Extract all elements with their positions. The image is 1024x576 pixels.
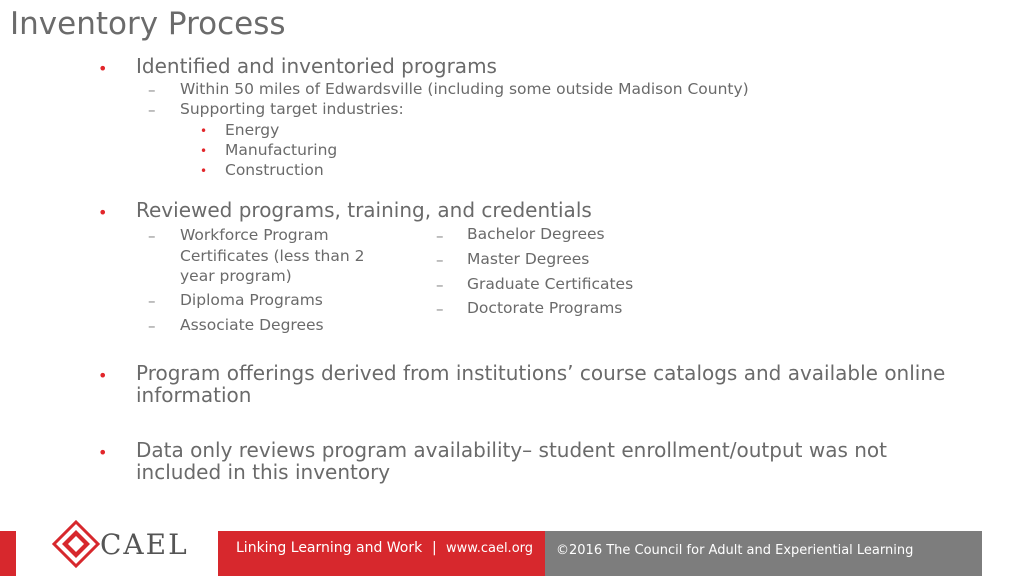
footer-url-link[interactable]: www.cael.org: [446, 541, 534, 556]
credential-item: Workforce Program Certificates (less than 2 year program): [180, 226, 365, 285]
credential-item: Associate Degrees: [180, 316, 324, 334]
bullet-icon: •: [98, 443, 108, 462]
dash-icon: –: [148, 101, 156, 119]
credential-item: Diploma Programs: [180, 291, 323, 309]
credential-item: Bachelor Degrees: [467, 225, 605, 243]
industry-item: Energy: [225, 121, 280, 139]
section1-heading: Identified and inventoried programs: [136, 54, 497, 78]
dash-icon: –: [148, 292, 156, 310]
section3-text: Program offerings derived from institutions’ course catalogs and available online information: [136, 361, 946, 407]
dash-icon: –: [148, 81, 156, 99]
footer-tagline: Linking Learning and Work: [236, 540, 423, 556]
sub-bullet-icon: •: [200, 144, 208, 158]
dash-icon: –: [148, 227, 156, 245]
footer-separator: |: [432, 540, 437, 556]
dash-icon: –: [148, 317, 156, 335]
dash-icon: –: [436, 300, 444, 318]
bullet-icon: •: [98, 366, 108, 385]
logo-text: CAEL: [100, 528, 189, 561]
credential-item: Graduate Certificates: [467, 275, 634, 293]
bullet-icon: •: [98, 59, 108, 78]
dash-icon: –: [436, 227, 444, 245]
cael-logo-icon: [52, 520, 100, 568]
sub-bullet-icon: •: [200, 164, 208, 178]
section1-item: Supporting target industries:: [180, 100, 404, 118]
footer-red-strip: [0, 531, 16, 576]
bullet-icon: •: [98, 203, 108, 222]
dash-icon: –: [436, 276, 444, 294]
section2-heading: Reviewed programs, training, and credentials: [136, 198, 592, 222]
sub-bullet-icon: •: [200, 124, 208, 138]
footer-copyright: ©2016 The Council for Adult and Experiential Learning: [556, 543, 914, 558]
industry-item: Construction: [225, 161, 324, 179]
credential-item: Master Degrees: [467, 250, 590, 268]
industry-item: Manufacturing: [225, 141, 338, 159]
slide-title: Inventory Process: [10, 6, 286, 42]
dash-icon: –: [436, 251, 444, 269]
section4-text: Data only reviews program availability– student enrollment/output was not included in this inventory: [136, 438, 887, 484]
credential-item: Doctorate Programs: [467, 299, 623, 317]
section1-item: Within 50 miles of Edwardsville (including some outside Madison County): [180, 80, 749, 98]
